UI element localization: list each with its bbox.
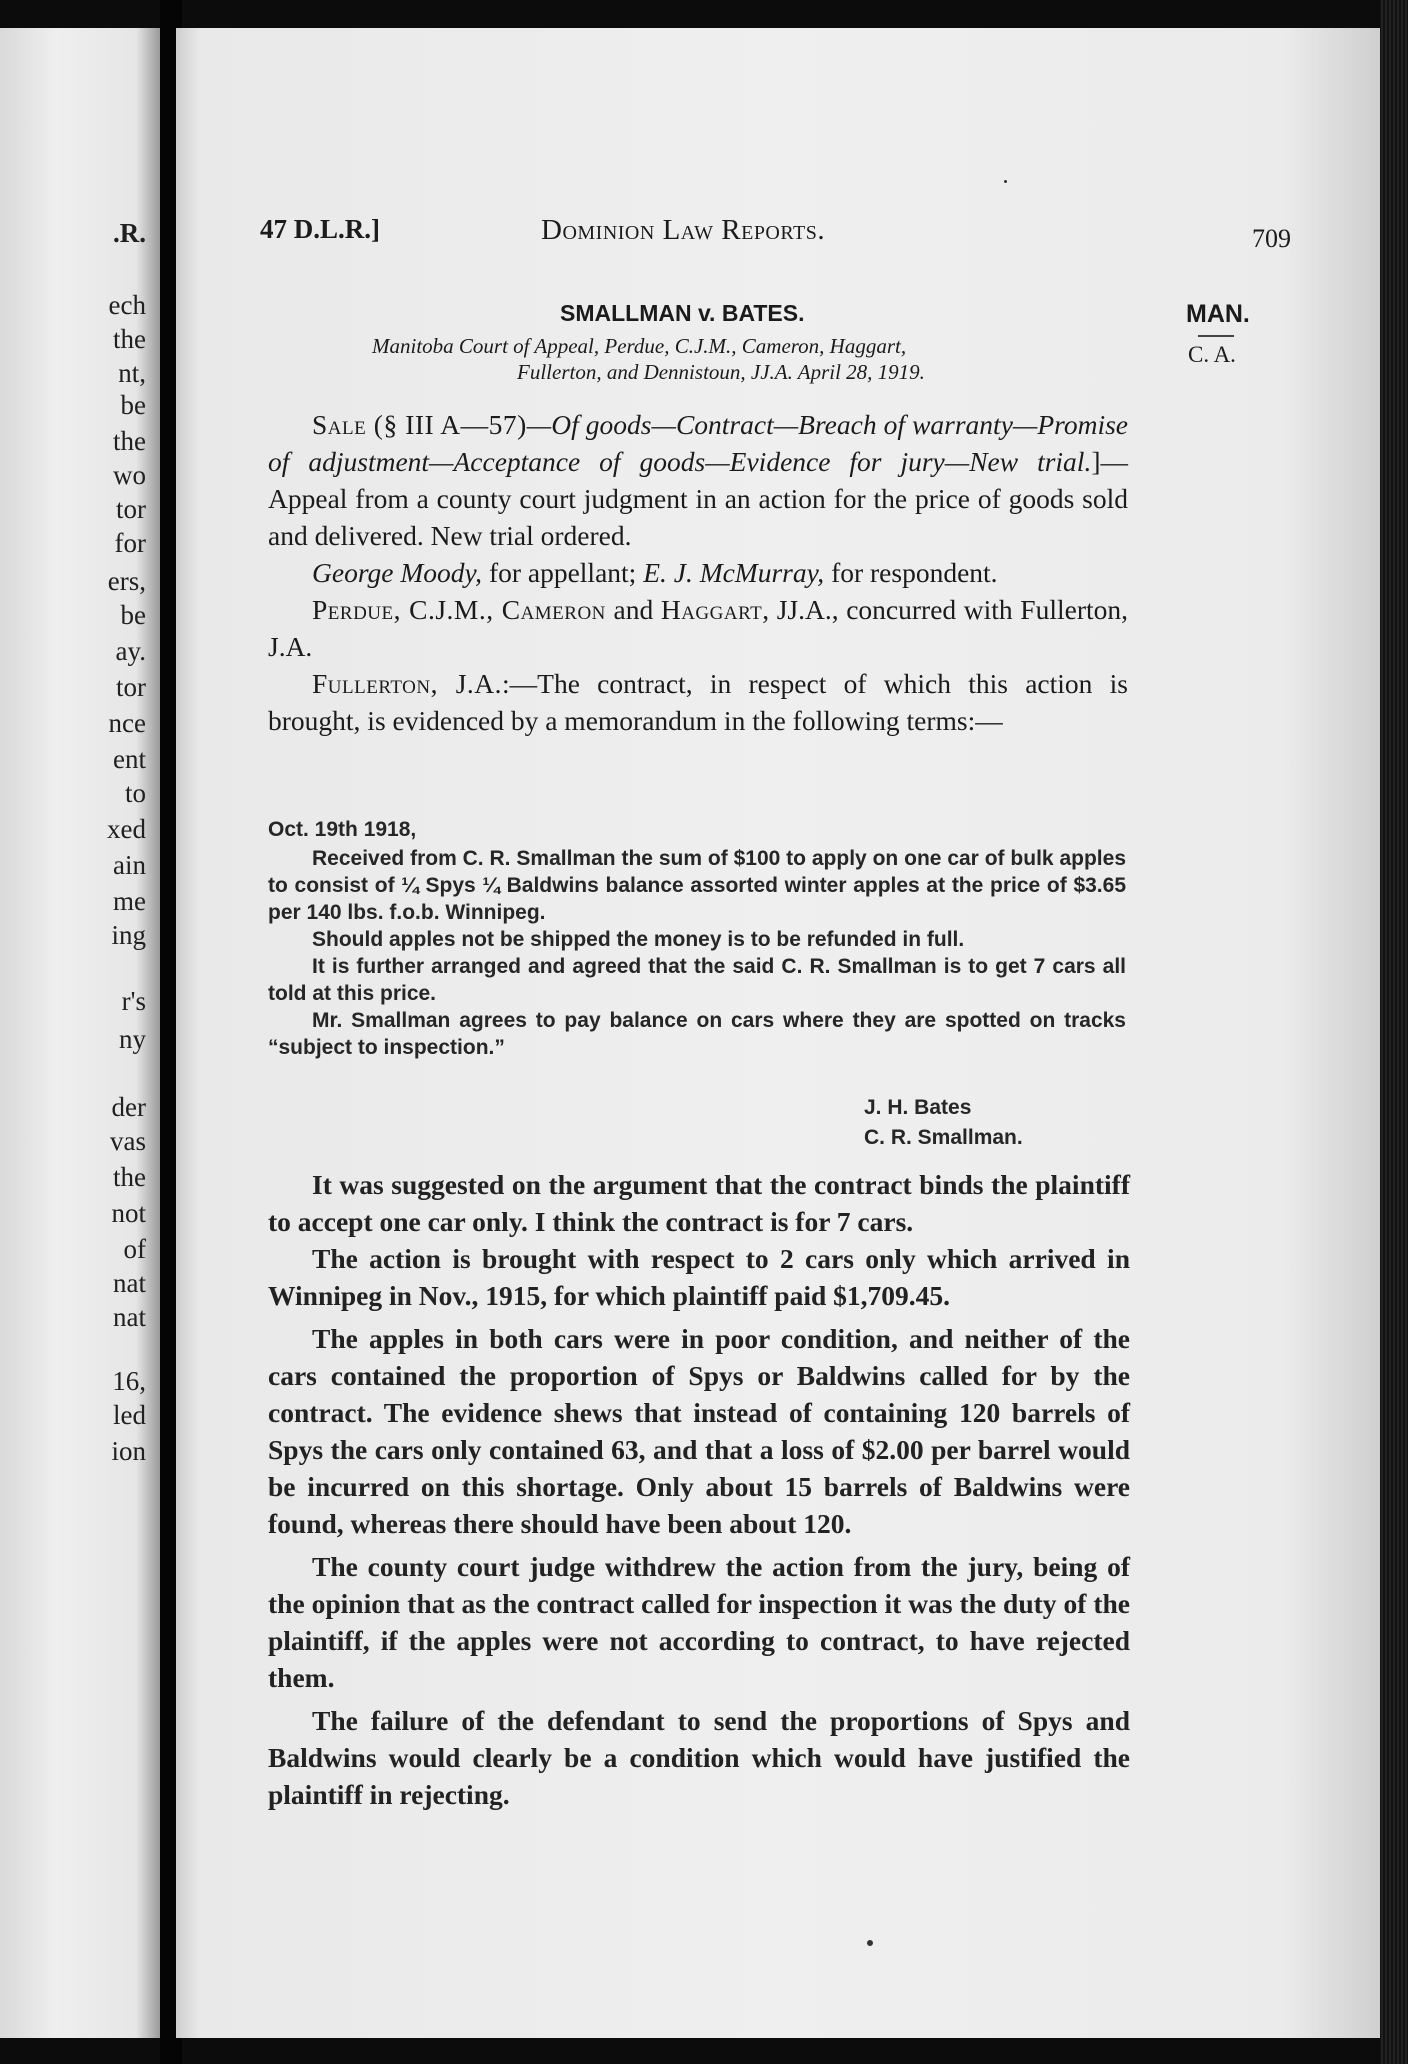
left-page-fragment: nt, (118, 358, 146, 388)
left-page-fragment: wo (113, 460, 146, 490)
memo-signature-1: J. H. Bates (864, 1096, 972, 1119)
concurring-judge-2: Haggart (660, 594, 763, 625)
left-page-fragment: der (111, 1092, 146, 1122)
opinion-intro-text: :—The contract, in respect of which this action is brought, is evidenced by a memorandum in the following terms:— (268, 668, 1128, 736)
opinion-paragraph-2: The action is brought with respect to 2 cars only which arrived in Winnipeg in Nov., 1915, for which plaintiff paid $1,709.45. (268, 1243, 1130, 1311)
volume-reference: 47 D.L.R.] (260, 214, 380, 244)
headnote-block (268, 406, 1128, 739)
left-page-fragment: tor (116, 672, 146, 702)
left-page-fragment: the (113, 324, 146, 354)
left-page-fragment: ers, (107, 566, 146, 596)
speck (1004, 180, 1007, 183)
left-page-fragment: led (113, 1400, 146, 1430)
appellant-role: for appellant; (482, 557, 644, 588)
left-page-fragment: to (124, 778, 146, 808)
document-page (176, 28, 1380, 2038)
headnote-category: Sale (§ III A—57) (312, 409, 527, 440)
case-title: SMALLMAN v. BATES. (560, 300, 805, 326)
left-facing-page (0, 28, 160, 2038)
margin-rule (1198, 335, 1234, 337)
memo-signature-2: C. R. Smallman. (864, 1126, 1023, 1149)
left-page-fragment: ain (113, 850, 146, 880)
left-page-fragment: ny (119, 1024, 146, 1054)
headnote-topic: —Of goods—Contract—Breach of warranty—Promise of adjustment—Acceptance of goods—Evidence for jury—New trial. (268, 409, 1128, 477)
opinion-body (268, 1166, 1130, 1813)
margin-province: MAN. (1186, 300, 1250, 328)
left-page-fragment: the (113, 426, 146, 456)
left-page-fragment: ent (113, 744, 146, 774)
court-line-2: Fullerton, and Dennistoun, JJ.A. April 28, 1919. (517, 360, 925, 384)
left-page-fragment: be (120, 390, 146, 420)
left-page-fragment: xed (107, 814, 146, 844)
speck (867, 1940, 873, 1946)
opinion-paragraph-4: The county court judge withdrew the action from the jury, being of the opinion that as the contract called for inspection it was the duty of the plaintiff, if the apples were not according to contract, to have rejected them. (268, 1551, 1130, 1693)
left-page-fragment: ay. (115, 636, 146, 666)
memo-date: Oct. 19th 1918, (268, 818, 417, 841)
left-page-fragment: for (114, 528, 146, 558)
page-title: Dominion Law Reports. (541, 214, 826, 246)
left-page-fragment: the (113, 1162, 146, 1192)
opinion-judge: Fullerton, J.A. (312, 668, 503, 699)
counsel-line (268, 554, 1128, 591)
left-page-fragment: be (120, 600, 146, 630)
left-page-fragment: ion (111, 1436, 146, 1466)
left-page-fragment: ech (108, 290, 146, 320)
memo-paragraph-2: Should apples not be shipped the money is to be refunded in full. (312, 928, 965, 951)
margin-court: C. A. (1188, 342, 1236, 367)
opinion-paragraph-3: The apples in both cars were in poor condition, and neither of the cars contained the proportion of Spys or Baldwins called for by the contract. The evidence shews that instead of containing 120 barrels of Spys the cars only contained 63, and that a loss of $2.00 per barrel would be incurred on this shortage. Only about 15 barrels of Baldwins were found, whereas there should have been about 120. (268, 1323, 1130, 1539)
headnote-summary: ]—Appeal from a county court judgment in an action for the price of goods sold and delivered. New trial ordered. (268, 446, 1128, 551)
left-page-fragment: nat (113, 1302, 146, 1332)
concurrence (268, 591, 1128, 665)
concurring-judges: Perdue, C.J.M., Cameron (312, 594, 606, 625)
respondent-counsel: E. J. McMurray, (643, 557, 825, 588)
left-page-fragment: not (111, 1198, 146, 1228)
memo-paragraph-4: Mr. Smallman agrees to pay balance on cars where they are spotted on tracks “subject to inspection.” (268, 1009, 1126, 1059)
left-page-fragment: nce (108, 708, 146, 738)
appellant-counsel: George Moody, (312, 557, 483, 588)
left-page-fragment: me (113, 886, 146, 916)
concurrence-and: and (605, 594, 661, 625)
memorandum (268, 816, 1126, 1061)
left-page-fragment: tor (116, 494, 146, 524)
memo-paragraph-3: It is further arranged and agreed that the said C. R. Smallman is to get 7 cars all told at this price. (268, 955, 1126, 1005)
respondent-role: for respondent. (824, 557, 998, 588)
opinion-paragraph-5: The failure of the defendant to send the proportions of Spys and Baldwins would clearly be a condition which would have justified the plaintiff in rejecting. (268, 1705, 1130, 1810)
left-page-fragment: r's (121, 986, 146, 1016)
headnote (268, 406, 1128, 554)
left-page-fragment: .R. (113, 218, 146, 248)
court-line-1: Manitoba Court of Appeal, Perdue, C.J.M., Cameron, Haggart, (372, 334, 907, 358)
left-page-fragment: vas (110, 1126, 146, 1156)
page-stack-edge (1380, 0, 1408, 2064)
concurrence-rest: , JJ.A., concurred with Fullerton, J.A. (268, 594, 1128, 662)
left-page-fragment: nat (113, 1268, 146, 1298)
left-page-fragment: 16, (112, 1366, 146, 1396)
opinion-paragraph-1: It was suggested on the argument that the contract binds the plaintiff to accept one car only. I think the contract is for 7 cars. (268, 1169, 1130, 1237)
memo-paragraph-1: Received from C. R. Smallman the sum of $100 to apply on one car of bulk apples to consist of ¼ Spys ¼ Baldwins balance assorted winter apples at the price of $3.65 per 140 lbs. f.o.b. Winnipeg. (268, 847, 1126, 924)
left-page-fragment: of (123, 1234, 146, 1264)
page-number: 709 (1252, 224, 1291, 253)
left-page-fragment: ing (111, 920, 146, 950)
opinion-intro (268, 665, 1128, 739)
